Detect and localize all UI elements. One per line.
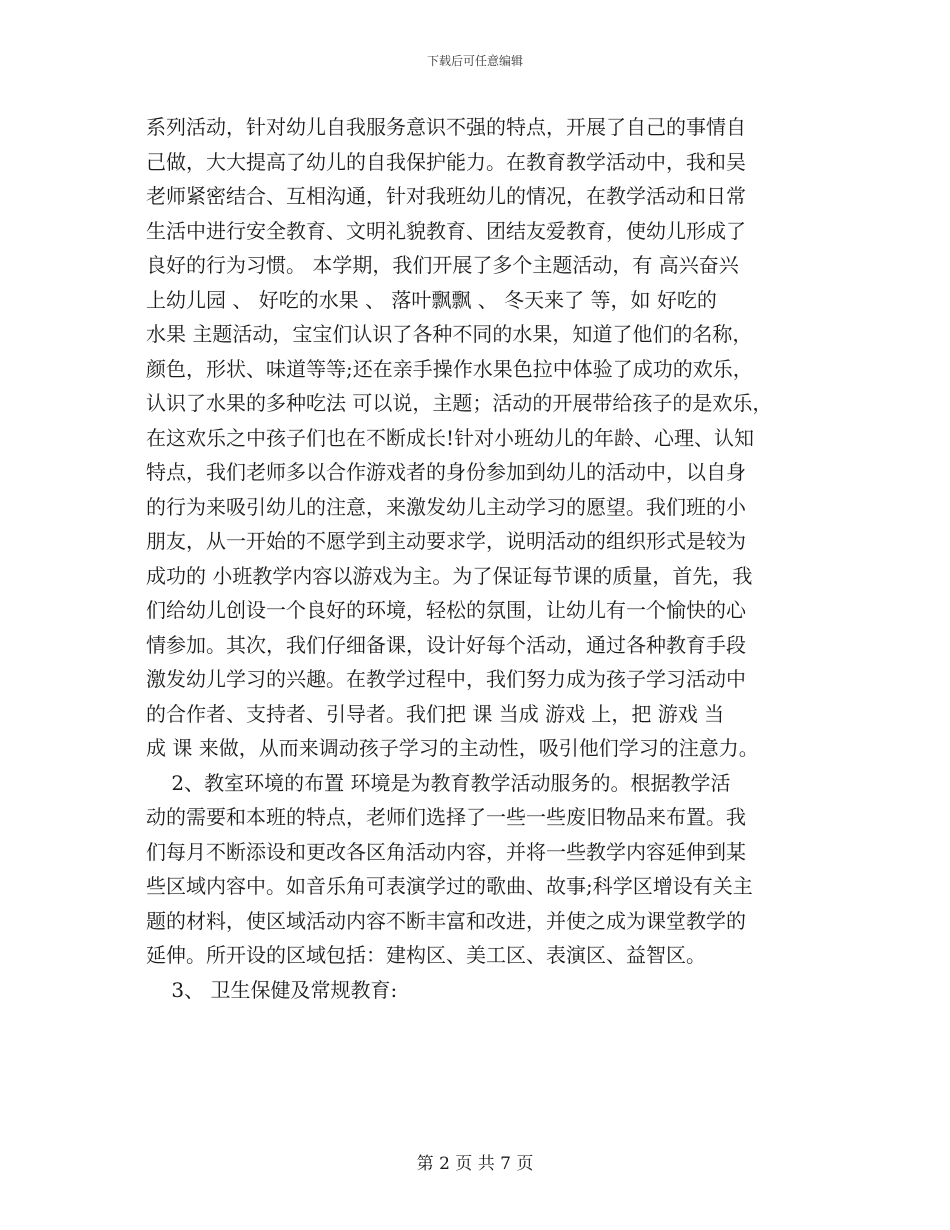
body-line: 成功的 小班教学内容以游戏为主。为了保证每节课的质量，首先，我 (146, 563, 753, 588)
body-line: 老师紧密结合、互相沟通，针对我班幼儿的情况，在教学活动和日常 (146, 184, 746, 208)
body-line: 上幼儿园 、 好吃的水果 、 落叶飘飘 、 冬天来了 等，如 好吃的 (146, 287, 717, 312)
body-line: 们给幼儿创设一个良好的环境，轻松的氛围，让幼儿有一个愉快的心 (146, 598, 746, 622)
body-line: 成 课 来做，从而来调动孩子学习的主动性，吸引他们学习的注意力。 (146, 736, 759, 760)
body-line: 题的材料，使区域活动内容不断丰富和改进，并使之成为课堂教学的 (146, 908, 746, 933)
body-line: 的合作者、支持者、引导者。我们把 课 当成 游戏 上，把 游戏 当 (146, 701, 725, 726)
body-line: 生活中进行安全教育、文明礼貌教育、团结友爱教育，使幼儿形成了 (146, 218, 746, 243)
body-line: 情参加。其次，我们仔细备课，设计好每个活动，通过各种教育手段 (146, 632, 746, 657)
body-line: 颜色，形状、味道等等;还在亲手操作水果色拉中体验了成功的欢乐， (146, 356, 753, 381)
paragraph-2-first-line: 2、教室环境的布置 环境是为教育教学活动服务的。根据教学活 (146, 770, 731, 795)
page-header: 下载后可任意编辑 (426, 54, 523, 68)
body-line: 己做，大大提高了幼儿的自我保护能力。在教育教学活动中，我和吴 (146, 149, 746, 174)
body-line: 延伸。所开设的区域包括：建构区、美工区、表演区、益智区。 (146, 943, 706, 967)
body-line: 特点，我们老师多以合作游戏者的身份参加到幼儿的活动中，以自身 (146, 460, 746, 484)
body-line: 朋友，从一开始的不愿学到主动要求学，说明活动的组织形式是较为 (146, 529, 746, 553)
body-line: 们每月不断添设和更改各区角活动内容，并将一些教学内容延伸到某 (146, 839, 746, 864)
body-line: 的行为来吸引幼儿的注意，来激发幼儿主动学习的愿望。我们班的小 (146, 494, 746, 519)
body-line: 良好的行为习惯。 本学期，我们开展了多个主题活动，有 高兴奋兴 (146, 253, 739, 277)
section-3-heading: 3、 卫生保健及常规教育: (146, 977, 398, 1002)
body-line: 些区域内容中。如音乐角可表演学过的歌曲、故事;科学区增设有关主 (146, 874, 753, 898)
body-line: 认识了水果的多种吃法 可以说，主题；活动的开展带给孩子的是欢乐， (146, 391, 773, 415)
page-number: 第 2 页 共 7 页 (416, 1154, 534, 1174)
body-line: 系列活动，针对幼儿自我服务意识不强的特点，开展了自己的事情自 (146, 115, 746, 139)
body-line: 激发幼儿学习的兴趣。在教学过程中，我们努力成为孩子学习活动中 (146, 667, 746, 691)
body-line: 水果 主题活动，宝宝们认识了各种不同的水果，知道了他们的名称， (146, 322, 753, 346)
body-line: 动的需要和本班的特点，老师们选择了一些一些废旧物品来布置。我 (146, 805, 746, 829)
document-body (146, 110, 816, 1007)
body-line: 在这欢乐之中孩子们也在不断成长!针对小班幼儿的年龄、心理、认知 (146, 425, 755, 450)
